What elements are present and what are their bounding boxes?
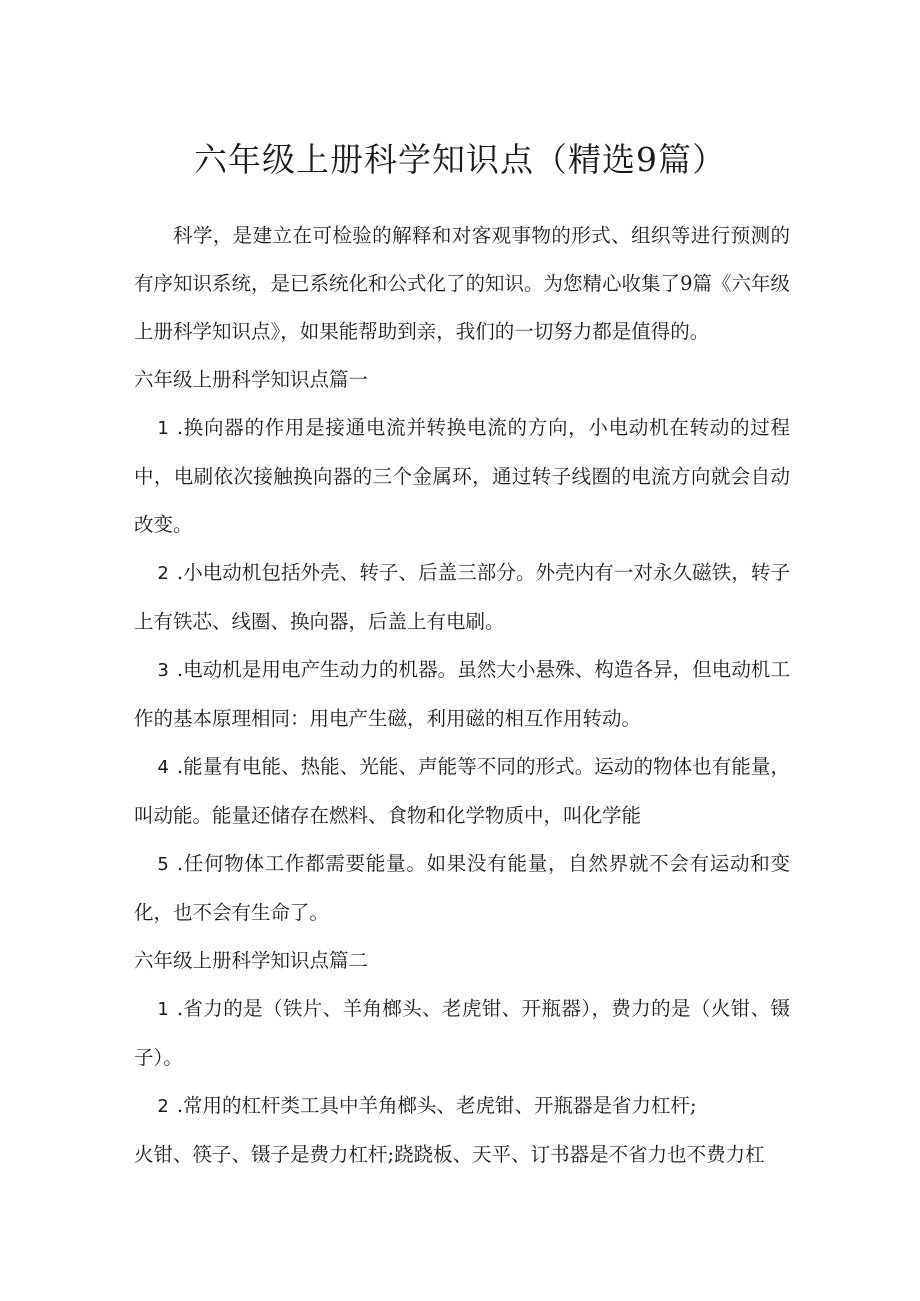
list-item xyxy=(134,549,790,646)
item-number: 4 xyxy=(157,757,169,778)
item-text: .能量有电能、热能、光能、声能等不同的形式。运动的物体也有能量，叫动能。能量还储存在燃料、食物和化学物质中，叫化学能 xyxy=(134,755,790,827)
item-text: .小电动机包括外壳、转子、后盖三部分。外壳内有一对永久磁铁，转子上有铁芯、线圈、换向器，后盖上有电刷。 xyxy=(134,561,790,633)
list-item xyxy=(134,646,790,743)
item-number: 1 xyxy=(157,418,169,439)
item-number: 2 xyxy=(157,563,169,584)
item-text: .任何物体工作都需要能量。如果没有能量，自然界就不会有运动和变化，也不会有生命了。 xyxy=(134,852,790,924)
list-item xyxy=(134,985,790,1082)
item-text: .常用的杠杆类工具中羊角榔头、老虎钳、开瓶器是省力杠杆; xyxy=(176,1094,697,1117)
item-text: .换向器的作用是接通电流并转换电流的方向，小电动机在转动的过程中，电刷依次接触换向器的三个金属环，通过转子线圈的电流方向就会自动改变。 xyxy=(134,416,790,536)
list-item xyxy=(134,1082,790,1131)
list-item xyxy=(134,743,790,840)
item-number: 3 xyxy=(157,660,169,681)
document-title: 六年级上册科学知识点（精选9篇） xyxy=(194,140,726,179)
intro-paragraph: 科学，是建立在可检验的解释和对客观事物的形式、组织等进行预测的有序知识系统，是已系统化和公式化了的知识。为您精心收集了9篇《六年级上册科学知识点》，如果能帮助到亲，我们的一切努力都是值得的。 xyxy=(134,224,790,343)
section-heading-1: 六年级上册科学知识点篇一 xyxy=(134,368,369,391)
item-text: .省力的是（铁片、羊角榔头、老虎钳、开瓶器），费力的是（火钳、镊子）。 xyxy=(134,997,790,1069)
item-number: 1 xyxy=(157,999,169,1020)
item-number: 5 xyxy=(157,854,169,875)
list-item xyxy=(134,840,790,937)
document-body xyxy=(134,212,790,1179)
section-heading-2: 六年级上册科学知识点篇二 xyxy=(134,949,369,972)
item-text: .电动机是用电产生动力的机器。虽然大小悬殊、构造各异，但电动机工作的基本原理相同：用电产生磁，利用磁的相互作用转动。 xyxy=(134,658,790,730)
item-continuation: 火钳、筷子、镊子是费力杠杆;跷跷板、天平、订书器是不省力也不费力杠 xyxy=(134,1143,765,1166)
list-item xyxy=(134,404,790,549)
item-number: 2 xyxy=(157,1096,169,1117)
